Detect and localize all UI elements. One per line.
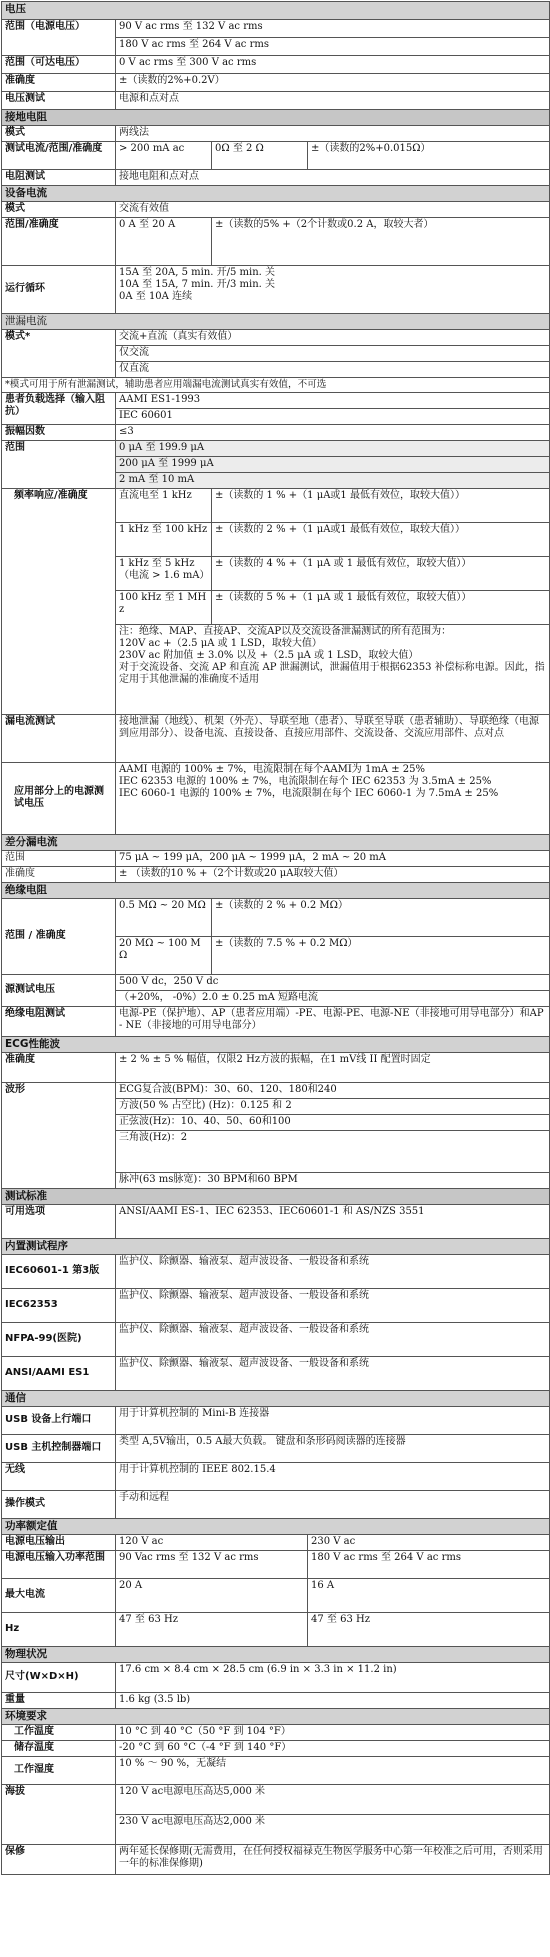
spec-value: ±（读数的 2 % +（1 μA或1 最低有效位，取较大值）） [212,522,550,556]
spec-row [2,170,550,186]
spec-row [2,378,550,393]
spec-label: 绝缘电阻测试 [2,1006,116,1036]
spec-row [2,424,550,440]
spec-value: 交流+直流（真实有效值） [116,330,550,346]
section-header-row [2,1036,550,1052]
spec-row [2,1578,550,1612]
spec-label: 准确度 [2,74,116,92]
spec-value: ±（读数的5% +（2个计数或0.2 A，取较大者） [212,218,550,266]
section-title: 功率额定值 [2,1518,550,1534]
spec-label: 可用选项 [2,1204,116,1238]
spec-value: 类型 A,5V输出，0.5 A最大负载。 键盘和条形码阅读器的连接器 [116,1434,550,1462]
section-header-row [2,1188,550,1204]
spec-value: 75 μA ~ 199 μA，200 μA ~ 1999 μA，2 mA ~ 20 mA [116,850,550,866]
spec-row [2,1254,550,1288]
spec-row [2,1322,550,1356]
spec-value: AAMI ES1-1993 [116,392,550,408]
spec-value: 监护仪、除颤器、输液泵、超声波设备、一般设备和系统 [116,1288,550,1322]
spec-row [2,488,550,522]
spec-table [1,1,550,1875]
spec-value: ± 2 % ± 5 % 幅值，仅限2 Hz方波的振幅，在1 mV线 II 配置时固定 [116,1052,550,1082]
spec-row [2,866,550,882]
spec-row [2,142,550,170]
spec-value: ±（读数的2%+0.2V） [116,74,550,92]
spec-value: 15A 至 20A, 5 min. 开/5 min. 关 10A 至 15A, 7 min. 开/3 min. 关 0A 至 10A 连续 [116,266,550,314]
spec-value: 注：绝缘、MAP、直接AP、交流AP以及交流设备泄漏测试的所有范围为： 120V ac +（2.5 μA 或 1 LSD，取较大值） 230V ac 附加值 ± 3.0% 以及 +（2.5 μA 或 1 LSD，取较大值） 对于交流设备、交流 AP 和直流 AP 泄漏测试，泄漏值用于根据62353 补偿标称电源。因此，指定用于其他泄漏的准确度不适用 [116,624,550,714]
spec-label: 电压测试 [2,92,116,110]
spec-value: ANSI/AAMI ES-1、IEC 62353、IEC60601-1 和 AS/NZS 3551 [116,1204,550,1238]
spec-label: 模式 [2,202,116,218]
spec-row [2,1844,550,1874]
spec-value: ± （读数的10 % +（2个计数或20 μA取较大值） [116,866,550,882]
section-header-row [2,186,550,202]
section-title: 通信 [2,1390,550,1406]
spec-row [2,1550,550,1578]
spec-value: 230 V ac电源电压高达2,000 米 [116,1814,550,1844]
section-title: 泄漏电流 [2,314,550,330]
spec-value: ±（读数的 2 % + 0.2 MΩ） [212,898,550,936]
spec-label: 范围 [2,850,116,866]
spec-label: ANSI/AAMI ES1 [2,1356,116,1390]
spec-value: ±（读数的 4 % +（1 μA 或 1 最低有效位，取较大值）） [212,556,550,590]
section-header-row [2,1390,550,1406]
spec-row [2,218,550,266]
spec-value: 20 MΩ ~ 100 MΩ [116,936,212,974]
section-title: 绝缘电阻 [2,882,550,898]
spec-label: USB 设备上行端口 [2,1406,116,1434]
section-header-row [2,1238,550,1254]
spec-value: 0 μA 至 199.9 μA [116,440,550,456]
spec-label: 漏电流测试 [2,714,116,762]
spec-value: IEC 60601 [116,408,550,424]
section-header-row [2,2,550,20]
section-title: 物理状况 [2,1646,550,1662]
spec-value: *模式可用于所有泄漏测试，辅助患者应用端漏电流测试真实有效值，不可选 [2,378,550,393]
spec-value: 监护仪、除颤器、输液泵、超声波设备、一般设备和系统 [116,1254,550,1288]
spec-row [2,1288,550,1322]
section-title: 环境要求 [2,1708,550,1724]
spec-value: 230 V ac [308,1534,550,1550]
spec-value: ±（读数的 7.5 % + 0.2 MΩ） [212,936,550,974]
spec-label: 储存温度 [2,1740,116,1756]
spec-label: 工作湿度 [2,1756,116,1784]
spec-value: 90 Vac rms 至 132 V ac rms [116,1550,308,1578]
spec-value: 1.6 kg (3.5 lb) [116,1692,550,1708]
spec-value: 监护仪、除颤器、输液泵、超声波设备、一般设备和系统 [116,1356,550,1390]
spec-row [2,56,550,74]
spec-row [2,202,550,218]
spec-label: 无线 [2,1462,116,1490]
spec-label: 范围 [2,440,116,488]
spec-row [2,1406,550,1434]
spec-label: 电阻测试 [2,170,116,186]
spec-label: 范围（可达电压） [2,56,116,74]
section-header-row [2,1646,550,1662]
spec-value: 500 V dc，250 V dc [116,974,550,990]
section-header-row [2,882,550,898]
spec-value: 手动和远程 [116,1490,550,1518]
spec-row [2,762,550,834]
spec-label: IEC62353 [2,1288,116,1322]
spec-label: 应用部分上的电源测试电压 [2,762,116,834]
spec-label: 范围（电源电压） [2,20,116,56]
spec-value: 120 V ac [116,1534,308,1550]
spec-label: 振幅因数 [2,424,116,440]
spec-value: 180 V ac rms 至 264 V ac rms [308,1550,550,1578]
spec-value: 电源和点对点 [116,92,550,110]
section-title: 设备电流 [2,186,550,202]
spec-row [2,1724,550,1740]
spec-value: 0 A 至 20 A [116,218,212,266]
spec-row [2,974,550,990]
section-header-row [2,110,550,126]
spec-value: 0 V ac rms 至 300 V ac rms [116,56,550,74]
spec-label: Hz [2,1612,116,1646]
spec-row [2,126,550,142]
spec-value: 17.6 cm × 8.4 cm × 28.5 cm (6.9 in × 3.3 in × 11.2 in) [116,1662,550,1692]
spec-row [2,392,550,408]
spec-row [2,714,550,762]
spec-value: 1 kHz 至 5 kHz（电流 > 1.6 mA） [116,556,212,590]
spec-value: 0Ω 至 2 Ω [212,142,308,170]
spec-row [2,898,550,936]
spec-row [2,1756,550,1784]
spec-label: 模式* [2,330,116,378]
spec-label: 源测试电压 [2,974,116,1006]
spec-label: 测试电流/范围/准确度 [2,142,116,170]
section-title: 差分漏电流 [2,834,550,850]
section-title: 测试标准 [2,1188,550,1204]
spec-row [2,330,550,346]
spec-row [2,266,550,314]
spec-row [2,1462,550,1490]
spec-row [2,1006,550,1036]
spec-value: 47 至 63 Hz [116,1612,308,1646]
spec-row [2,20,550,38]
spec-value: ≤3 [116,424,550,440]
spec-value: 用于计算机控制的 Mini-B 连接器 [116,1406,550,1434]
spec-row [2,74,550,92]
spec-value: > 200 mA ac [116,142,212,170]
spec-value: 接地泄漏（地线）、机架（外壳）、导联至地（患者）、导联至导联（患者辅助）、导联绝缘（电源到应用部分）、设备电流、直接设备、直接应用部件、交流设备、交流应用部件、点对点 [116,714,550,762]
spec-row [2,1490,550,1518]
spec-value: 两线法 [116,126,550,142]
spec-row [2,92,550,110]
section-header-row [2,1708,550,1724]
spec-value: 监护仪、除颤器、输液泵、超声波设备、一般设备和系统 [116,1322,550,1356]
spec-row [2,1052,550,1082]
spec-row [2,1692,550,1708]
spec-label: 重量 [2,1692,116,1708]
spec-value: 180 V ac rms 至 264 V ac rms [116,38,550,56]
spec-row [2,850,550,866]
spec-value: （+20%， -0%）2.0 ± 0.25 mA 短路电流 [116,990,550,1006]
spec-value: 100 kHz 至 1 MHz [116,590,212,624]
spec-label: 准确度 [2,866,116,882]
spec-value: 1 kHz 至 100 kHz [116,522,212,556]
spec-label: 电源电压输入功率范围 [2,1550,116,1578]
spec-label: IEC60601-1 第3版 [2,1254,116,1288]
spec-value: ±（读数的 1 % +（1 μA或1 最低有效位，取较大值）） [212,488,550,522]
spec-value: 10 °C 到 40 °C（50 °F 到 104 °F） [116,1724,550,1740]
spec-label: 保修 [2,1844,116,1874]
section-header-row [2,314,550,330]
spec-value: 2 mA 至 10 mA [116,472,550,488]
spec-value: 47 至 63 Hz [308,1612,550,1646]
spec-value: 电源-PE（保护地）、AP（患者应用端）-PE、电源-PE、电源-NE（非接地可用导电部分）和AP- NE（非接地的可用导电部分） [116,1006,550,1036]
spec-row [2,1356,550,1390]
spec-label: 范围/准确度 [2,218,116,266]
section-title: 接地电阻 [2,110,550,126]
spec-label: 准确度 [2,1052,116,1082]
spec-label: USB 主机控制器端口 [2,1434,116,1462]
spec-label: 最大电流 [2,1578,116,1612]
spec-label: 患者负载选择（输入阻抗） [2,392,116,424]
spec-label: 频率响应/准确度 [2,488,116,714]
spec-label: 尺寸(W×D×H) [2,1662,116,1692]
spec-value: 90 V ac rms 至 132 V ac rms [116,20,550,38]
section-title: 电压 [2,2,550,20]
spec-row [2,1434,550,1462]
spec-value: 正弦波(Hz)：10、40、50、60和100 [116,1114,550,1130]
spec-label: 运行循环 [2,266,116,314]
spec-row [2,1082,550,1098]
spec-label: 海拔 [2,1784,116,1844]
spec-value: 120 V ac电源电压高达5,000 米 [116,1784,550,1814]
spec-label: 范围 / 准确度 [2,898,116,974]
spec-label: 工作温度 [2,1724,116,1740]
spec-value: 20 A [116,1578,308,1612]
spec-label: NFPA-99(医院) [2,1322,116,1356]
spec-sheet [1,1,549,1875]
spec-value: ±（读数的2%+0.015Ω） [308,142,550,170]
spec-row [2,1784,550,1814]
section-header-row [2,834,550,850]
spec-row [2,440,550,456]
spec-value: 接地电阻和点对点 [116,170,550,186]
spec-value: 三角波(Hz)：2 [116,1130,550,1172]
spec-value: 仅直流 [116,362,550,378]
spec-value: 交流有效值 [116,202,550,218]
spec-label: 波形 [2,1082,116,1188]
spec-row [2,1612,550,1646]
spec-value: 直流电至 1 kHz [116,488,212,522]
spec-label: 模式 [2,126,116,142]
section-header-row [2,1518,550,1534]
spec-table-body [2,2,550,1875]
spec-label: 电源电压输出 [2,1534,116,1550]
spec-value: 用于计算机控制的 IEEE 802.15.4 [116,1462,550,1490]
spec-value: ECG复合波(BPM)：30、60、120、180和240 [116,1082,550,1098]
spec-value: AAMI 电源的 100% ± 7%，电流限制在每个AAMI为 1mA ± 25% IEC 62353 电源的 100% ± 7%，电流限制在每个 IEC 62353 为 3.5mA ± 25% IEC 6060-1 电源的 100% ± 7%，电流限制在每个 IEC 6060-1 为 7.5mA ± 25% [116,762,550,834]
section-title: ECG性能波 [2,1036,550,1052]
spec-row [2,1204,550,1238]
spec-label: 操作模式 [2,1490,116,1518]
spec-value: 200 μA 至 1999 μA [116,456,550,472]
spec-value: 16 A [308,1578,550,1612]
spec-value: 10 % ～ 90 %，无凝结 [116,1756,550,1784]
spec-row [2,1740,550,1756]
spec-value: 仅交流 [116,346,550,362]
spec-value: 0.5 MΩ ~ 20 MΩ [116,898,212,936]
spec-row [2,1534,550,1550]
spec-value: 两年延长保修期(无需费用，在任何授权福禄克生物医学服务中心第一年校准之后可用，否则采用一年的标准保修期) [116,1844,550,1874]
spec-value: -20 °C 到 60 °C（-4 °F 到 140 °F） [116,1740,550,1756]
spec-row [2,1662,550,1692]
spec-value: 方波(50 % 占空比) (Hz)：0.125 和 2 [116,1098,550,1114]
section-title: 内置测试程序 [2,1238,550,1254]
spec-value: ±（读数的 5 % +（1 μA 或 1 最低有效位，取较大值）） [212,590,550,624]
spec-value: 脉冲(63 ms脉宽)：30 BPM和60 BPM [116,1172,550,1188]
